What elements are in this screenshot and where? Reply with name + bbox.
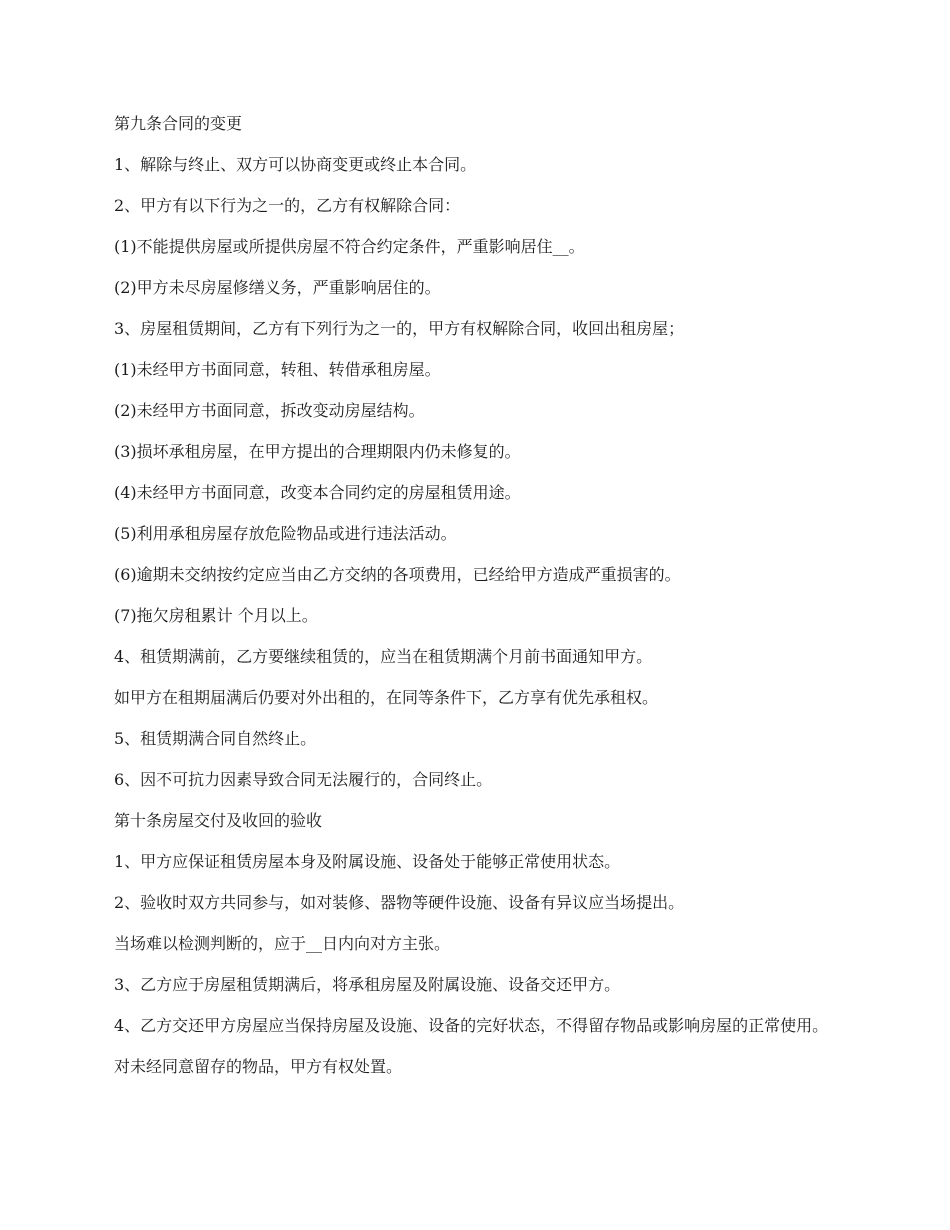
clause-paragraph: 1、甲方应保证租赁房屋本身及附属设施、设备处于能够正常使用状态。 — [114, 852, 621, 871]
clause-paragraph: 当场难以检测判断的，应于__日内向对方主张。 — [114, 934, 451, 953]
clause-paragraph: (6)逾期未交纳按约定应当由乙方交纳的各项费用，已经给甲方造成严重损害的。 — [114, 565, 681, 584]
clause-paragraph: (1)不能提供房屋或所提供房屋不符合约定条件，严重影响居住__。 — [114, 237, 585, 256]
clause-paragraph: (2)未经甲方书面同意，拆改变动房屋结构。 — [114, 401, 425, 420]
clause-paragraph: 3、房屋租赁期间，乙方有下列行为之一的，甲方有权解除合同，收回出租房屋； — [114, 319, 685, 338]
clause-paragraph: 4、乙方交还甲方房屋应当保持房屋及设施、设备的完好状态，不得留存物品或影响房屋的正常使用。 — [114, 1016, 829, 1035]
clause-paragraph: 2、验收时双方共同参与，如对装修、器物等硬件设施、设备有异议应当场提出。 — [114, 893, 685, 912]
document-body — [114, 113, 836, 1097]
clause-paragraph: 5、租赁期满合同自然终止。 — [114, 729, 317, 748]
section-heading: 第十条房屋交付及收回的验收 — [114, 811, 323, 830]
clause-paragraph: (3)损坏承租房屋，在甲方提出的合理期限内仍未修复的。 — [114, 442, 521, 461]
clause-paragraph: 2、甲方有以下行为之一的，乙方有权解除合同： — [114, 196, 461, 215]
clause-paragraph: (5)利用承租房屋存放危险物品或进行违法活动。 — [114, 524, 457, 543]
clause-paragraph: 如甲方在租期届满后仍要对外出租的，在同等条件下，乙方享有优先承租权。 — [114, 688, 659, 707]
clause-paragraph: 6、因不可抗力因素导致合同无法履行的，合同终止。 — [114, 770, 493, 789]
section-heading: 第九条合同的变更 — [114, 114, 243, 133]
clause-paragraph: (2)甲方未尽房屋修缮义务，严重影响居住的。 — [114, 278, 441, 297]
clause-paragraph: 1、解除与终止、双方可以协商变更或终止本合同。 — [114, 155, 477, 174]
clause-paragraph: 对未经同意留存的物品，甲方有权处置。 — [114, 1057, 403, 1076]
clause-paragraph: (7)拖欠房租累计 个月以上。 — [114, 606, 318, 625]
clause-paragraph: 3、乙方应于房屋租赁期满后，将承租房屋及附属设施、设备交还甲方。 — [114, 975, 621, 994]
clause-paragraph: 4、租赁期满前，乙方要继续租赁的，应当在租赁期满个月前书面通知甲方。 — [114, 647, 653, 666]
clause-paragraph: (1)未经甲方书面同意，转租、转借承租房屋。 — [114, 360, 441, 379]
clause-paragraph: (4)未经甲方书面同意，改变本合同约定的房屋租赁用途。 — [114, 483, 521, 502]
